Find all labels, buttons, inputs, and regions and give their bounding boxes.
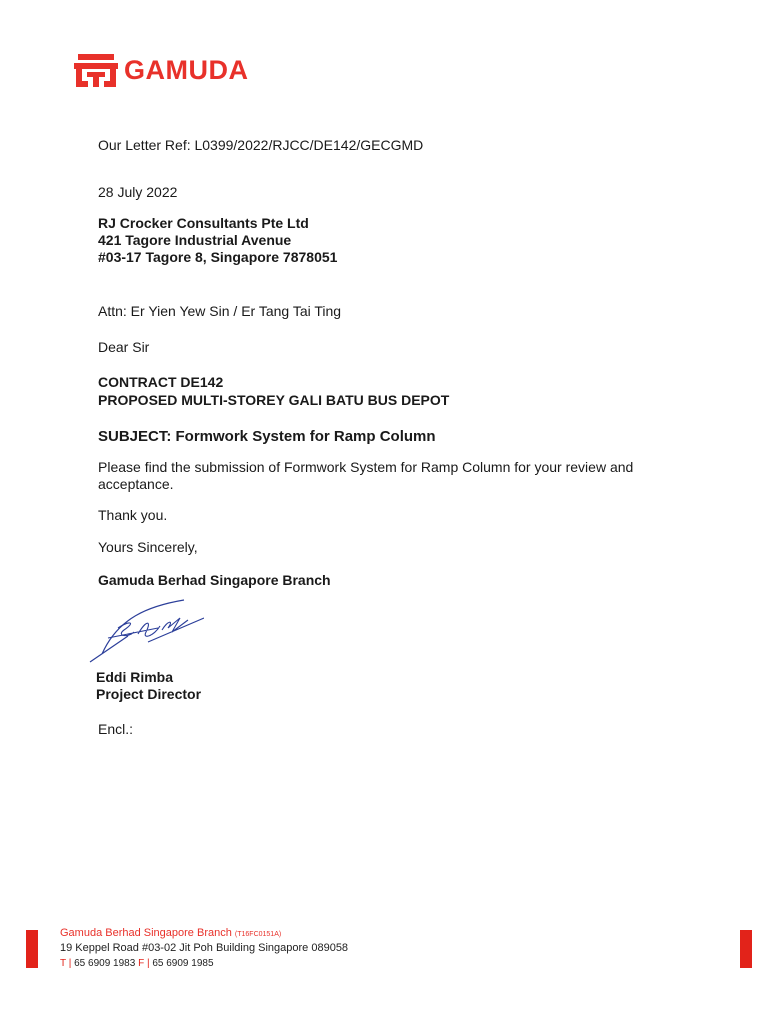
salutation: Dear Sir	[98, 339, 150, 355]
recipient-address-line2: #03-17 Tagore 8, Singapore 7878051	[98, 249, 338, 265]
letter-date: 28 July 2022	[98, 184, 178, 200]
recipient-address-line1: 421 Tagore Industrial Avenue	[98, 232, 292, 248]
fax-number: 65 6909 1985	[152, 958, 214, 969]
tel-label: T	[60, 958, 66, 969]
attention-line: Attn: Er Yien Yew Sin / Er Tang Tai Ting	[98, 303, 342, 319]
tel-number: 65 6909 1983	[74, 958, 136, 969]
footer-organisation	[60, 927, 281, 941]
signatory-name: Eddi Rimba	[96, 669, 174, 685]
signature-image	[88, 598, 204, 668]
recipient-company: RJ Crocker Consultants Pte Ltd	[98, 215, 309, 231]
subject-line: SUBJECT: Formwork System for Ramp Column	[98, 428, 436, 445]
tel-separator: |	[68, 958, 72, 969]
signatory-title: Project Director	[96, 686, 202, 702]
footer-org-name: Gamuda Berhad Singapore Branch	[60, 927, 232, 939]
footer-address: 19 Keppel Road #03-02 Jit Poh Building Singapore 089058	[60, 942, 349, 954]
thanks-line: Thank you.	[98, 507, 168, 523]
fax-label: F	[138, 958, 145, 969]
footer-left-accent-bar	[26, 930, 38, 968]
gamuda-logo-icon	[74, 52, 118, 88]
sender-organisation: Gamuda Berhad Singapore Branch	[98, 572, 331, 588]
letter-reference: Our Letter Ref: L0399/2022/RJCC/DE142/GECGMD	[98, 137, 424, 153]
footer-contact	[60, 957, 214, 970]
contract-number: CONTRACT DE142	[98, 374, 224, 390]
letter-body: Please find the submission of Formwork System for Ramp Column for your review and acceptance.	[98, 459, 634, 492]
footer-reg-number: (T16FC0151A)	[234, 931, 282, 938]
closing-line: Yours Sincerely,	[98, 539, 198, 555]
project-title: PROPOSED MULTI-STOREY GALI BATU BUS DEPOT	[98, 392, 450, 408]
fax-separator: |	[146, 958, 150, 969]
logo-wordmark: GAMUDA	[124, 54, 249, 85]
enclosure-line: Encl.:	[98, 721, 134, 737]
footer-right-accent-bar	[740, 930, 752, 968]
company-logo	[74, 50, 249, 90]
